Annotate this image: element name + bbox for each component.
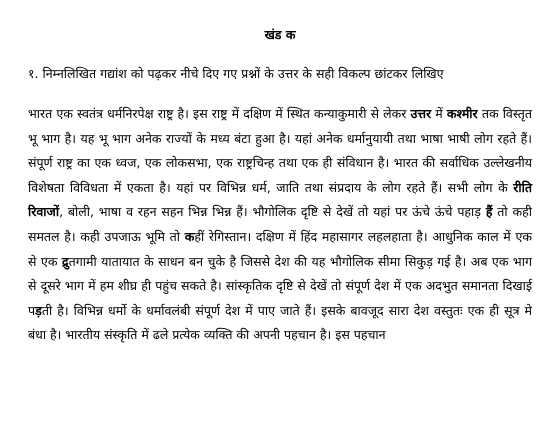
passage-text: तक विस्तृत भू भाग है। यह भू भाग अनेक राज्यों के मध्य बंटा हुआ है। यहां अनेक धर्मानुयायी तथा भाषा भाषी लोग रहते हैं। संपूर्ण राष्ट्र का एक ध्वज, एक लोकसभा, एक राष्ट्रचिन्ह तथा एक ही संविधान है। भारत की सर्वाधिक उल्लेखनीय विशेषता विविधता में एकता है। यहां पर विभिन्न धर्म, जाति तथा संप्रदाय के लोग रहते हैं। सभी लोग के [28,106,532,195]
passage-bold-word: रीति रिवाजों [28,179,532,220]
passage-bold-word: क [184,228,195,244]
question-instruction [28,62,532,86]
passage-bold-word: द्रु [61,253,69,269]
section-heading: खंड क [264,27,296,42]
passage-text: हीं रेगिस्तान। दक्षिण में हिंद महासागर लहलहाता है। आधुनिक काल में एक से एक [28,228,532,269]
passage-text: तगामी यातायात के साधन बन चुके है जिससे देश की यह भौगोलिक सीमा सिकुड़ गई है। अब एक भाग से दूसरे भाग में हम शीघ्र ही पहुंच सकते है। सांस्कृतिक दृष्टि से देखें तो संपूर्ण देश में एक अदभुत समानता दिखाई प [28,253,532,318]
passage-text: भारत एक स्वतंत्र धर्मनिरपेक्ष राष्ट्र है। इस राष्ट्र में दक्षिण में स्थित कन्याकुमारी से लेकर [28,106,411,121]
passage-text: में [431,106,447,121]
question-text: निम्नलिखित गद्यांश को पढ़कर नीचे दिए गए प्रश्नों के उत्तर के सही विकल्प छांटकर लिखिए [42,66,444,81]
passage-text: ती है। विभिन्न धर्मो के धर्मावलंबी संपूर्ण देश में पाए जाते हैं। इसके बावजूद सारा देश वस्तुतः एक ही सूत्र मे बंधा है। भारतीय संस्कृति में ढले प्रत्येक व्यक्ति की अपनी पहचान है। इस पहचान [28,302,532,343]
passage [28,102,532,348]
passage-bold-word: ड़ [35,302,42,318]
passage-bold-word: हैं [485,204,493,220]
question-number: १. [28,66,39,81]
passage-text: , बोली, भाषा व रहन सहन भिन्न भिन्न हैं। भौगोलिक दृष्टि से देखें तो यहां पर ऊंचे ऊंचे पहाड़ [59,204,486,220]
passage-bold-word: कश्मीर [446,106,478,121]
passage-bold-word: उत्तर [410,106,432,121]
passage-text: तो कही समतल है। कही उपजाऊ भूमि तो [28,204,532,244]
